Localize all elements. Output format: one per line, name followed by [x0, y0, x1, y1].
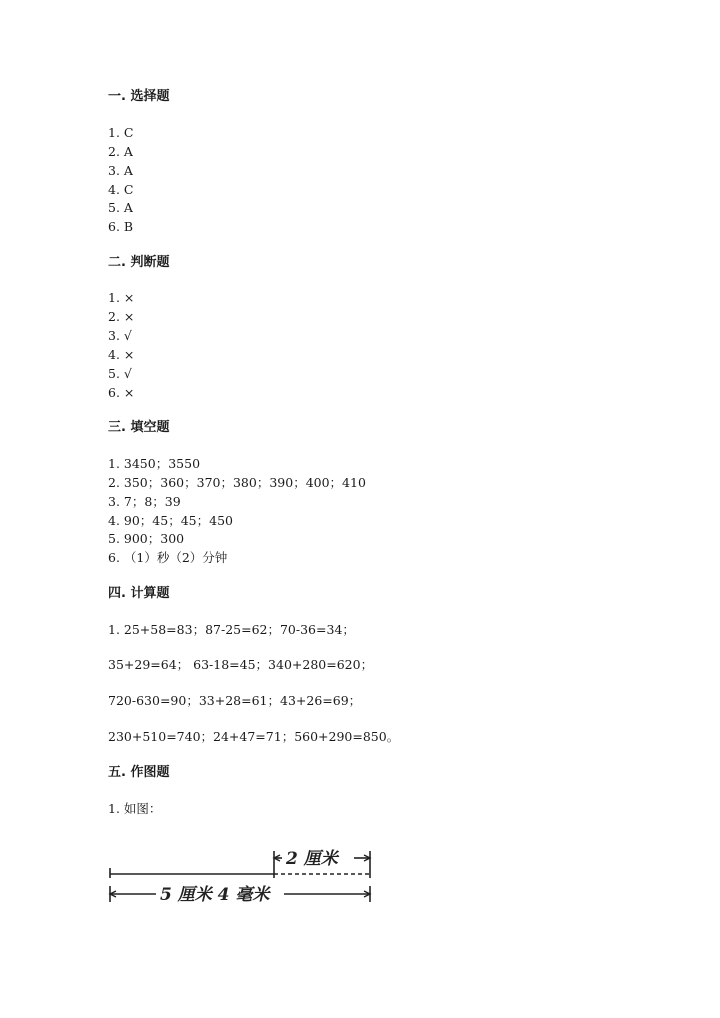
judgement-answer-4: 4. ×	[108, 347, 135, 362]
line-segment-figure	[108, 840, 408, 910]
section-title-judgement: 二. 判断题	[108, 255, 170, 270]
judgement-answer-2: 2. ×	[108, 309, 135, 324]
fill-answer-6: 6. （1）秒（2）分钟	[108, 550, 228, 565]
bottom-dimension-label: 5 厘米 4 毫米	[160, 885, 270, 905]
fill-answer-2: 2. 350；360；370；380；390；400；410	[108, 475, 366, 490]
choice-answer-4: 4. C	[108, 182, 134, 197]
calc-line-1: 1. 25+58=83；87-25=62；70-36=34；	[108, 622, 355, 637]
calc-line-4: 230+510=740；24+47=71；560+290=850。	[108, 729, 400, 744]
section-title-choice: 一. 选择题	[108, 89, 170, 104]
calc-line-2: 35+29=64； 63-18=45；340+280=620；	[108, 657, 374, 672]
fill-answer-5: 5. 900；300	[108, 531, 185, 546]
judgement-answer-3: 3. √	[108, 328, 132, 343]
judgement-answer-1: 1. ×	[108, 290, 135, 305]
choice-answer-6: 6. B	[108, 219, 134, 234]
fill-answer-3: 3. 7；8；39	[108, 494, 181, 509]
section-title-drawing: 五. 作图题	[108, 765, 170, 780]
section-title-calculation: 四. 计算题	[108, 586, 170, 601]
drawing-answer-1: 1. 如图：	[108, 801, 162, 816]
judgement-answer-6: 6. ×	[108, 385, 135, 400]
top-dimension-label: 2 厘米	[286, 849, 338, 869]
line-segment-diagram	[108, 840, 408, 910]
choice-answer-3: 3. A	[108, 163, 133, 178]
fill-answer-4: 4. 90；45；45；450	[108, 513, 233, 528]
choice-answer-1: 1. C	[108, 125, 134, 140]
answer-document	[108, 0, 668, 1018]
judgement-answer-5: 5. √	[108, 366, 132, 381]
section-title-fill-blank: 三. 填空题	[108, 420, 170, 435]
choice-answer-5: 5. A	[108, 200, 133, 215]
choice-answer-2: 2. A	[108, 144, 133, 159]
fill-answer-1: 1. 3450；3550	[108, 456, 201, 471]
calc-line-3: 720-630=90；33+28=61；43+26=69；	[108, 693, 362, 708]
